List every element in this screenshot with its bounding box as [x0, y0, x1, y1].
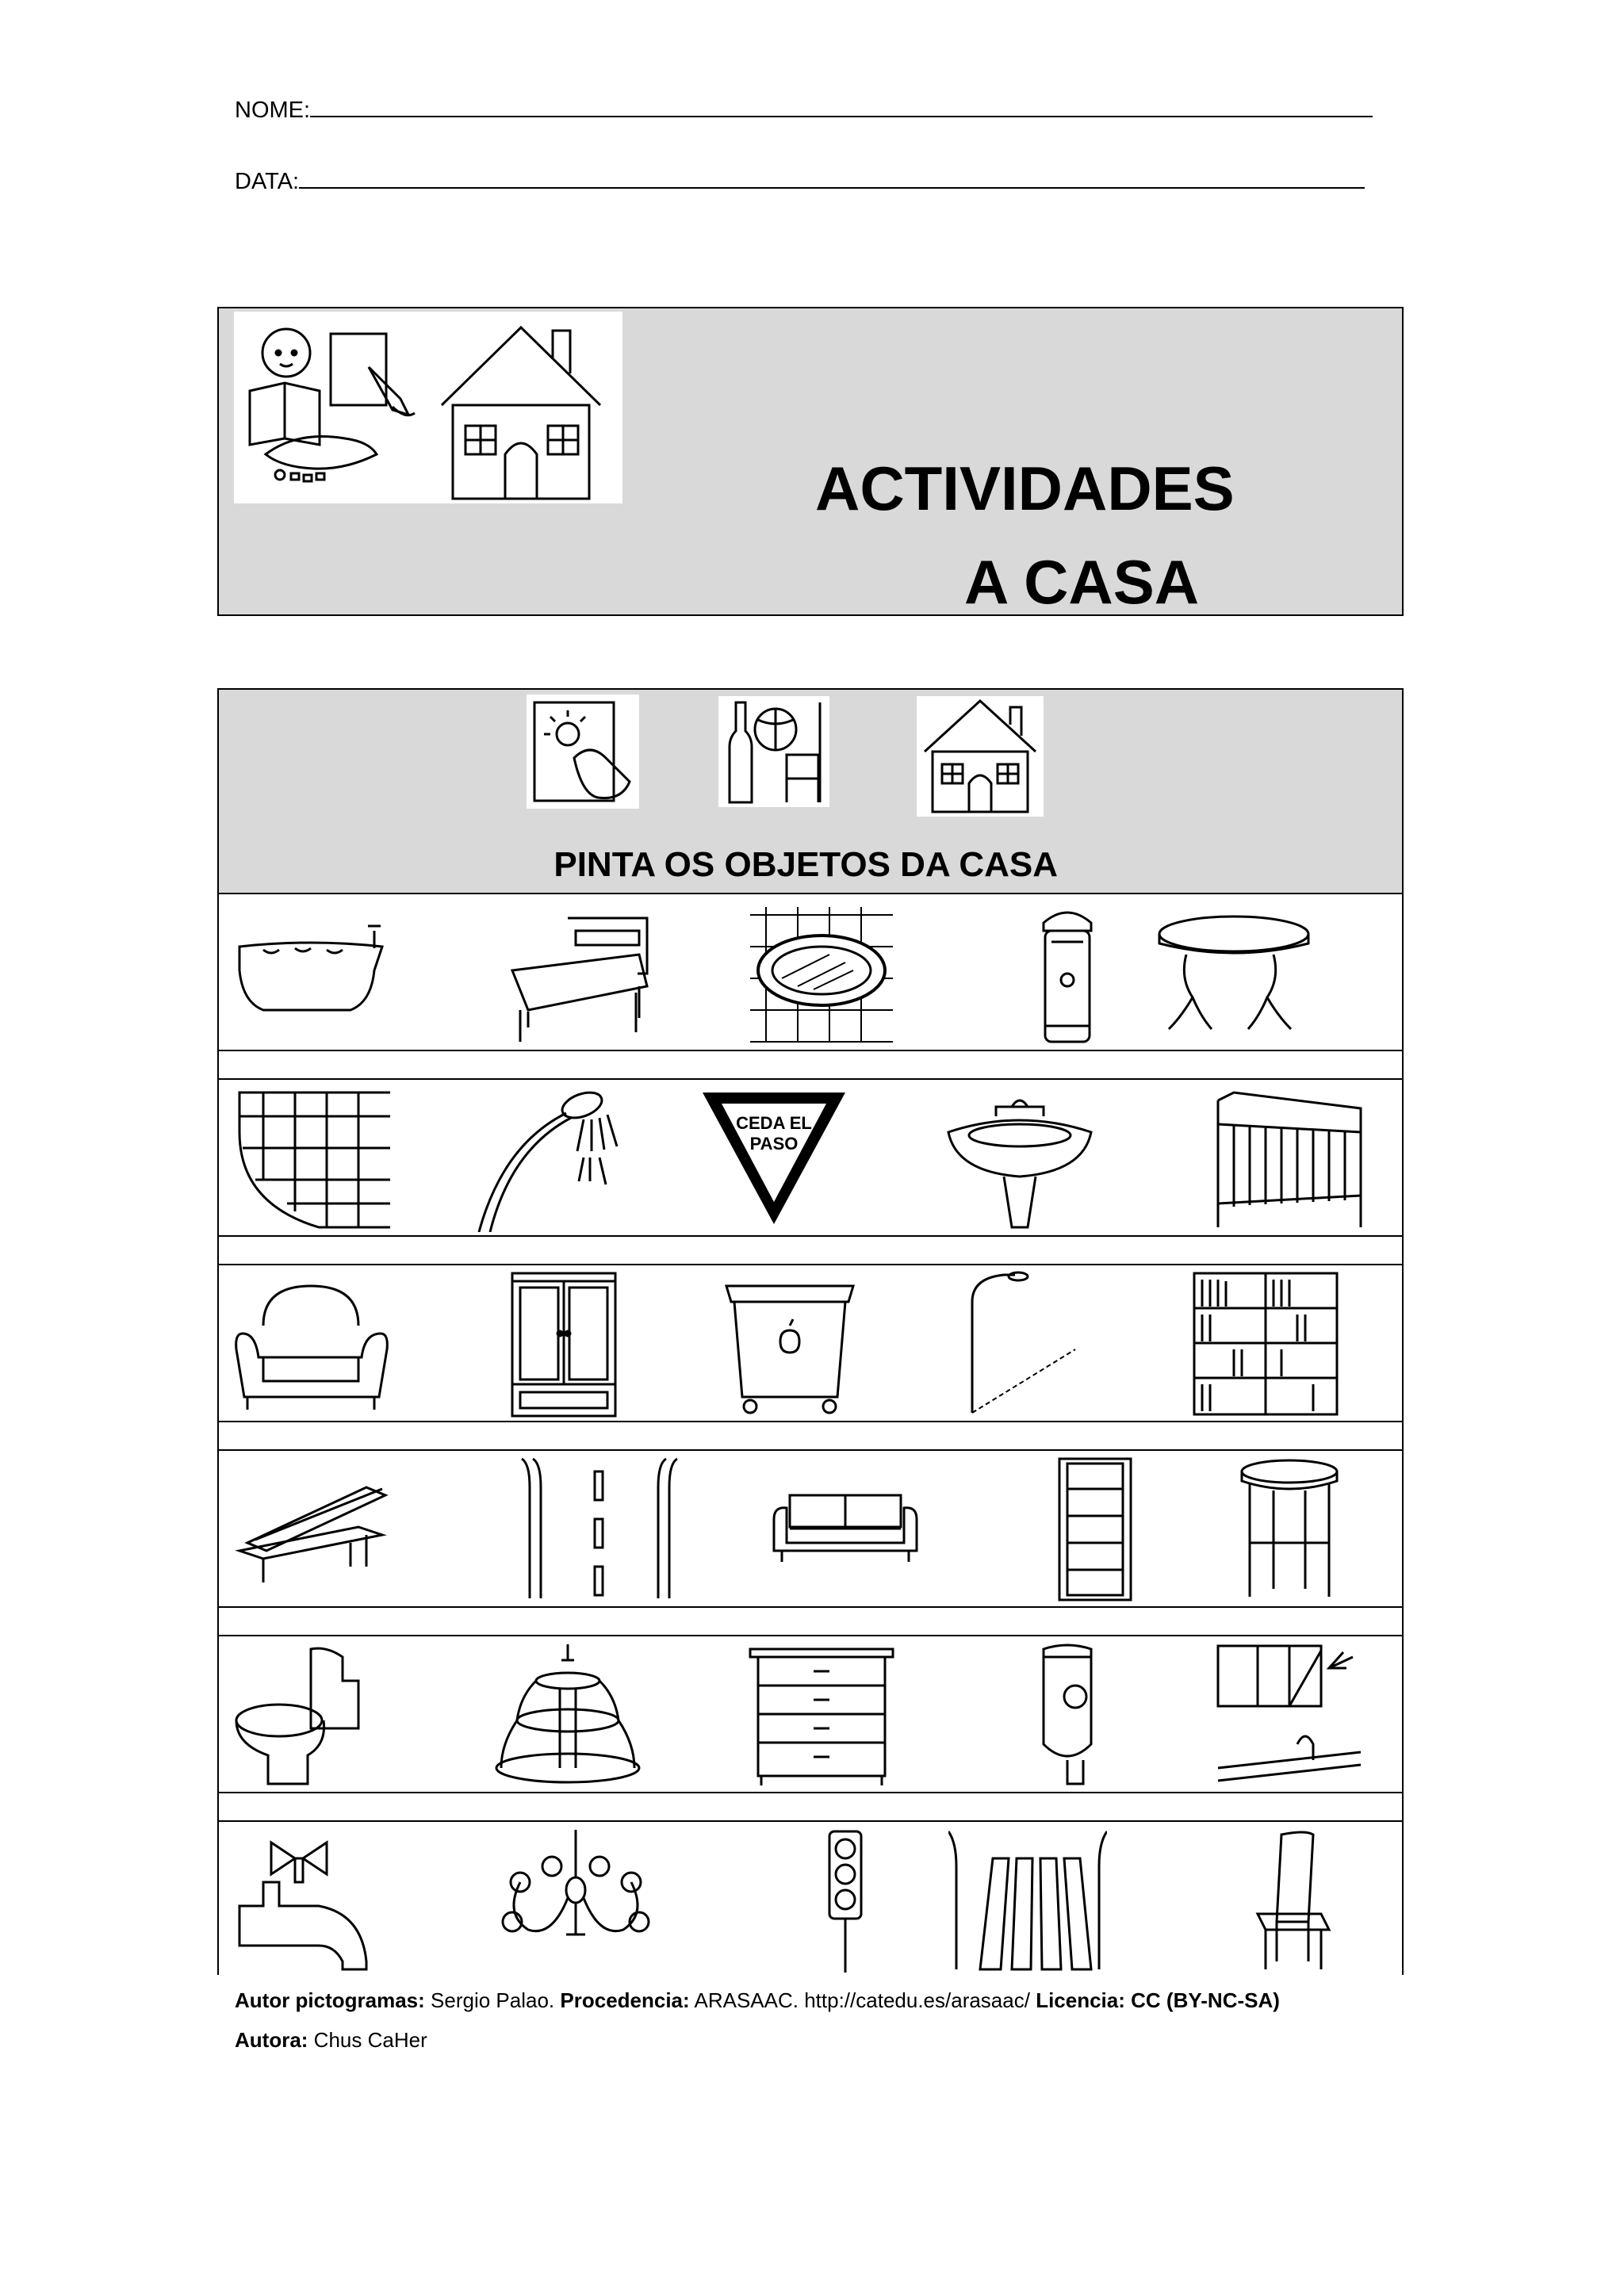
picture-row: [219, 1080, 1402, 1237]
date-field: [235, 168, 1365, 195]
picture-row: [219, 1822, 1402, 1979]
chandelier-icon[interactable]: [496, 1827, 655, 1974]
bathtub-icon[interactable]: [232, 899, 390, 1047]
picture-row: [219, 1451, 1402, 1608]
author-label: Autor pictogramas:: [235, 1988, 425, 2012]
shower-head-icon[interactable]: [465, 1085, 623, 1232]
picture-row: [219, 894, 1402, 1051]
stool-icon[interactable]: [1210, 1456, 1369, 1603]
dresser-icon[interactable]: [742, 1641, 901, 1789]
date-line[interactable]: [299, 168, 1365, 189]
waste-container-icon[interactable]: [710, 1270, 869, 1418]
house-small-icon: [917, 696, 1044, 817]
objects-icon: [718, 696, 829, 807]
authoress-label: Autora:: [235, 2028, 308, 2052]
sink-icon[interactable]: [940, 1085, 1099, 1232]
page-title-line-1: ACTIVIDADES: [815, 453, 1235, 523]
shelf-unit-icon[interactable]: [1020, 1456, 1178, 1603]
reading-child-icon: [250, 329, 320, 445]
yield-sign-text-line-2: PASO: [749, 1134, 799, 1154]
source-label: Procedencia:: [560, 1988, 690, 2012]
writing-hand-icon: [331, 334, 415, 415]
name-line[interactable]: [310, 97, 1373, 117]
row-divider: [219, 1608, 1402, 1636]
hand-pieces-icon: [266, 437, 377, 482]
crib-icon[interactable]: [1210, 1085, 1369, 1232]
row-divider: [219, 1793, 1402, 1822]
yield-sign-text-line-1: CEDA EL: [736, 1113, 812, 1133]
house-icon: [442, 327, 600, 499]
fountain-icon[interactable]: [488, 1641, 647, 1789]
name-field: [235, 97, 1373, 124]
row-divider: [219, 1237, 1402, 1265]
date-label: DATA:: [235, 169, 300, 194]
source-url[interactable]: http://catedu.es/arasaac/: [804, 1988, 1030, 2012]
source-value: ARASAAC.: [694, 1988, 799, 2012]
row-divider: [219, 1422, 1402, 1451]
armchair-icon[interactable]: [232, 1270, 390, 1418]
trash-bin-icon[interactable]: [988, 1641, 1147, 1789]
faucet-icon[interactable]: [232, 1827, 390, 1974]
page-title: [815, 442, 1259, 629]
crosswalk-icon[interactable]: [948, 1827, 1107, 1974]
credits-line: [235, 1988, 1280, 2013]
license-label: Licencia:: [1036, 1988, 1125, 2012]
sofa-icon[interactable]: [766, 1456, 925, 1603]
picture-row: [219, 1265, 1402, 1422]
row-divider: [219, 1051, 1402, 1080]
author-value: Sergio Palao.: [431, 1988, 555, 2012]
kitchen-cabinet-icon[interactable]: [1210, 1641, 1369, 1789]
name-label: NOME:: [235, 98, 311, 123]
paint-hand-icon: [527, 695, 639, 809]
chair-icon[interactable]: [1210, 1827, 1369, 1974]
activity-table: [217, 688, 1404, 1975]
bed-icon[interactable]: [496, 899, 655, 1047]
mailbox-icon[interactable]: [988, 899, 1147, 1047]
traffic-light-icon[interactable]: [766, 1827, 925, 1974]
bookshelf-icon[interactable]: [1186, 1270, 1345, 1418]
activity-instruction: PINTA OS OBJETOS DA CASA: [553, 845, 1058, 884]
road-icon[interactable]: [520, 1456, 679, 1603]
activity-header: [219, 690, 1402, 894]
manhole-cover-icon[interactable]: [742, 899, 901, 1047]
wardrobe-icon[interactable]: [481, 1270, 639, 1418]
street-lamp-icon[interactable]: [956, 1270, 1115, 1418]
authoress-value: Chus CaHer: [313, 2028, 427, 2052]
header-banner: [217, 307, 1404, 616]
table-icon[interactable]: [1155, 899, 1313, 1047]
authoress-line: [235, 2028, 427, 2053]
yield-sign-icon[interactable]: [695, 1085, 853, 1232]
toilet-icon[interactable]: [232, 1641, 390, 1789]
floor-tiles-icon[interactable]: [232, 1085, 390, 1232]
page-title-line-2: A CASA: [964, 547, 1200, 617]
license-value: CC (BY-NC-SA): [1131, 1988, 1280, 2012]
header-pictograms: [234, 312, 622, 503]
picture-row: [219, 1636, 1402, 1793]
bench-icon[interactable]: [232, 1456, 390, 1603]
